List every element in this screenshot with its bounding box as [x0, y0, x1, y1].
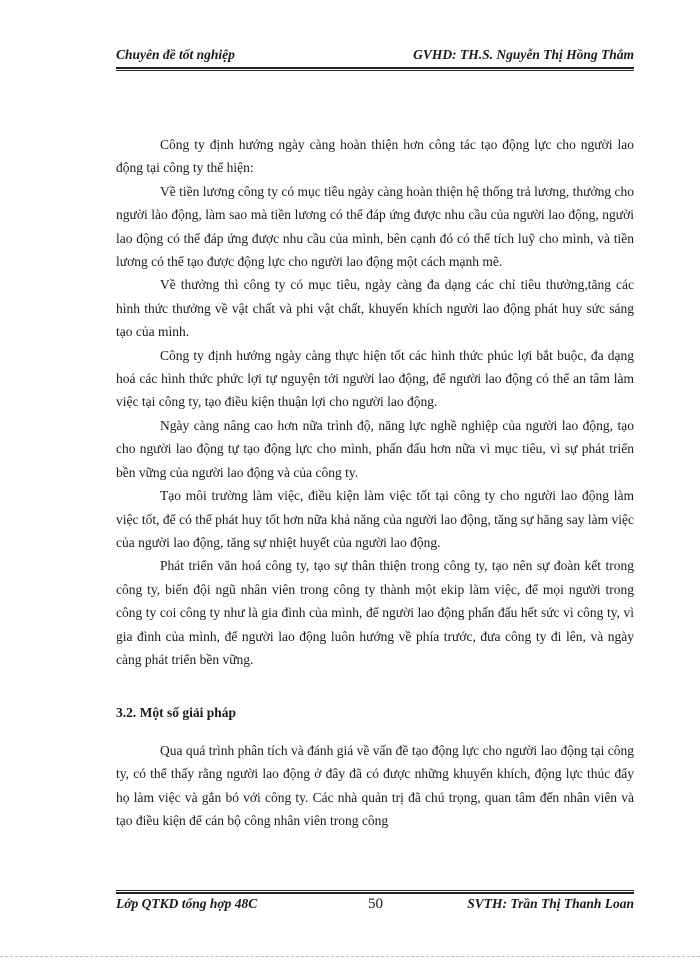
footer-rule [116, 890, 634, 894]
paragraph: Công ty định hướng ngày càng thực hiện tốt các hình thức phúc lợi bắt buộc, đa dạng hoá các hình thức phức lợi tự nguyện tới người lao động, để người lao động có thể an tâm làm việc tại công ty, tạo điều kiện thuận lợi cho người lao động. [116, 347, 634, 410]
paragraph: Tạo môi trường làm việc, điều kiện làm việc tốt tại công ty cho người lao động làm việc tốt, để có thể phát huy tốt hơn nữa khả năng của người lao động, tăng sự hăng say làm việc của người lao động, tăng sự nhiệt huyết của người lao động. [116, 488, 634, 550]
paragraph: Công ty định hướng ngày càng hoàn thiện hơn công tác tạo động lực cho người lao động tại công ty thể hiện: [116, 137, 634, 176]
page-number: 50 [368, 896, 383, 912]
footer-class: Lớp QTKD tổng hợp 48C [116, 896, 258, 911]
page-header [116, 47, 634, 67]
paragraph: Qua quá trình phân tích và đánh giá về vấn đề tạo động lực cho người lao động tại công ty, có thể thấy rằng người lao động ở đây đã có được những khuyến khích, động lực thúc đẩy họ làm việc và gắn bó với công ty. Các nhà quản trị đã chú trọng, quan tâm đến nhân viên và tạo điều kiện để cán bộ công nhân viên trong công [116, 742, 634, 828]
paragraph: Về thưởng thì công ty có mục tiêu, ngày càng đa dạng các chỉ tiêu thưởng,tăng các hình thức thưởng về vật chất và phi vật chất, khuyến khích người lao động phát huy sức sáng tạo của mình. [116, 277, 634, 340]
header-rule [116, 67, 634, 71]
header-course-title: Chuyên đề tốt nghiệp [116, 47, 235, 62]
header-advisor: GVHD: TH.S. Nguyễn Thị Hồng Thắm [413, 47, 634, 62]
document-body [116, 133, 634, 832]
paragraph: Ngày càng nâng cao hơn nữa trình độ, năng lực nghề nghiệp của người lao động, tạo cho người lao động tự tạo động lực cho mình, phấn đấu hơn nữa vì mục tiêu, vì sự phát triển bền vững của người lao động và của công ty. [116, 417, 634, 480]
page-footer [116, 896, 634, 916]
section-heading: 3.2. Một số giải pháp [116, 705, 237, 721]
paragraph: Về tiền lương công ty có mục tiêu ngày càng hoàn thiện hệ thống trả lương, thưởng cho người lào động, làm sao mà tiền lương có thể đáp ứng được nhu cầu của người lao động, người lao động có thể đáp ứng được nhu cầu của mình, bên cạnh đó có thể tích luỹ cho mình, và tiền lương có thể tạo được động lực cho người lao động một cách mạnh mẽ. [116, 183, 634, 270]
footer-student: SVTH: Trần Thị Thanh Loan [467, 896, 634, 911]
paragraph: Phát triển văn hoá công ty, tạo sự thân thiện trong công ty, tạo nên sự đoàn kết trong công ty, biến đội ngũ nhân viên trong công ty thành một ekip làm việc, để mọi người trong công ty coi công ty như là gia đình của mình, để người lao động phấn đấu hết sức vì công ty, vì gia đình của mình, để người lao động luôn hướng về phía trước, đưa công ty đi lên, và ngày càng phát triển bền vững. [116, 558, 634, 667]
page-edge-divider [0, 956, 700, 957]
